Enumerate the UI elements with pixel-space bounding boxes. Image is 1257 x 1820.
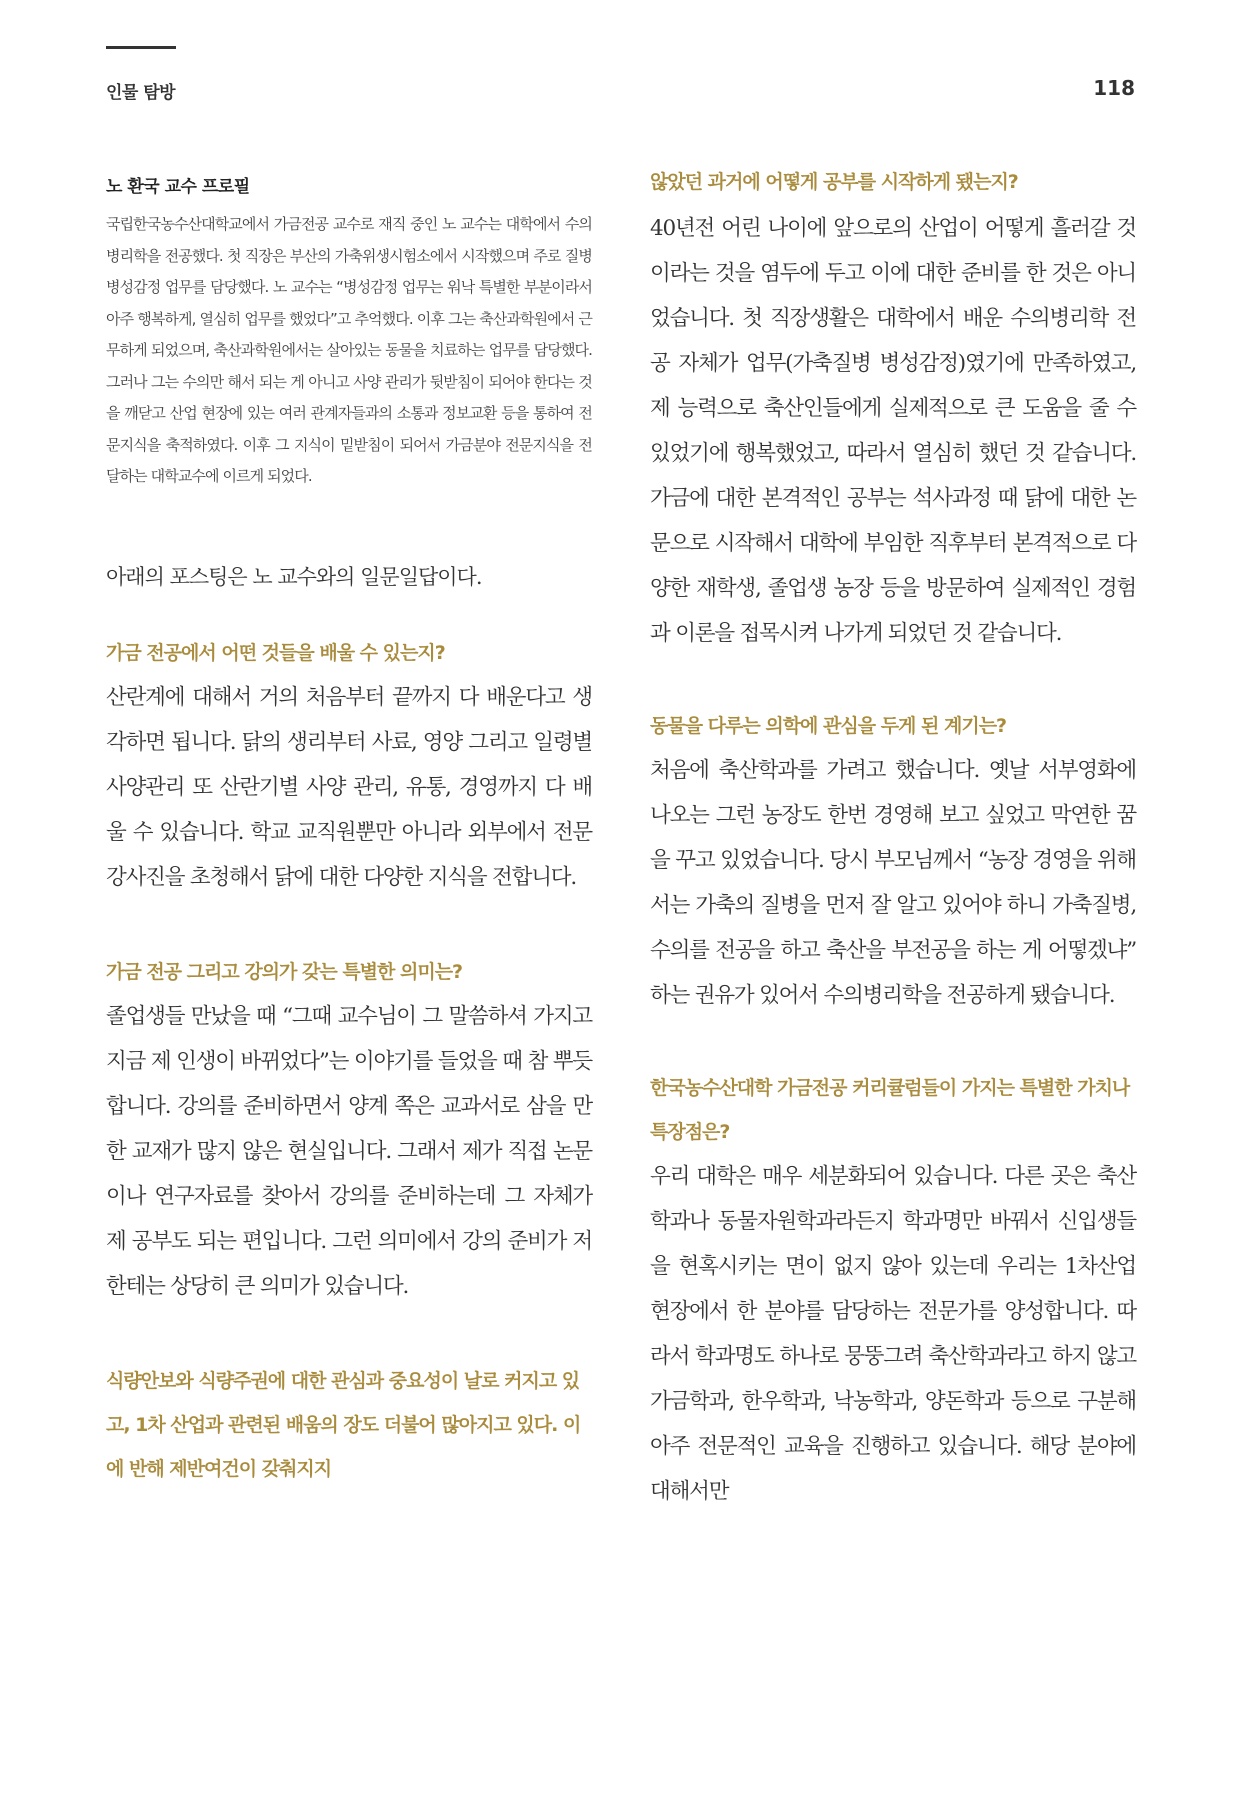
section-title: 인물 탐방 [106, 83, 176, 103]
question-heading-continued: 않았던 과거에 어떻게 공부를 시작하게 됐는지? [650, 171, 1018, 193]
answer-text: 40년전 어린 나이에 앞으로의 산업이 어떻게 흘러갈 것이라는 것을 염두에 두고 이에 대한 준비를 한 것은 아니었습니다. 첫 직장생활은 대학에서 배운 수의병리학 전공 자체가 업무(가축질병 병성감정)였기에 만족하였고, 제 능력으로 축산인들에게 실제적으로 큰 도움을 줄 수 있었기에 행복했었고, 따라서 열심히 했던 것 같습니다. 가금에 대한 본격적인 공부는 석사과정 때 닭에 대한 논문으로 시작해서 대학에 부임한 직후부터 본격적으로 다양한 재학생, 졸업생 농장 등을 방문하여 실제적인 경험과 이론을 접목시켜 나가게 되었던 것 같습니다. [650, 216, 1136, 646]
right-column [650, 160, 1136, 1514]
question-heading: 가금 전공 그리고 강의가 갖는 특별한 의미는? [106, 960, 463, 983]
answer-text: 졸업생들 만났을 때 “그때 교수님이 그 말씀하셔 가지고 지금 제 인생이 바뀌었다”는 이야기를 들었을 때 참 뿌듯합니다. 강의를 준비하면서 양계 쪽은 교과서로 삼을 만한 교재가 많지 않은 현실입니다. 그래서 제가 직접 논문이나 연구자료를 찾아서 강의를 준비하는데 그 자체가 제 공부도 되는 편입니다. 그런 의미에서 강의 준비가 저한테는 상당히 큰 의미가 있습니다. [106, 1003, 592, 1299]
question-heading: 가금 전공에서 어떤 것들을 배울 수 있는지? [106, 641, 445, 664]
header-rule [106, 46, 176, 49]
question-heading: 식량안보와 식량주권에 대한 관심과 중요성이 날로 커지고 있고, 1차 산업과 관련된 배움의 장도 더불어 많아지고 있다. 이에 반해 제반여건이 갖춰지지 [106, 1369, 581, 1480]
answer-text: 우리 대학은 매우 세분화되어 있습니다. 다른 곳은 축산학과나 동물자원학과라든지 학과명만 바꿔서 신입생들을 현혹시키는 면이 없지 않아 있는데 우리는 1차산업 현장에서 한 분야를 담당하는 전문가를 양성합니다. 따라서 학과명도 하나로 뭉뚱그려 축산학과라고 하지 않고 가금학과, 한우학과, 낙농학과, 양돈학과 등으로 구분해 아주 전문적인 교육을 진행하고 있습니다. 해당 분야에 대해서만 [650, 1164, 1136, 1504]
answer-text: 산란계에 대해서 거의 처음부터 끝까지 다 배운다고 생각하면 됩니다. 닭의 생리부터 사료, 영양 그리고 일령별 사양관리 또 산란기별 사양 관리, 유통, 경영까지 다 배울 수 있습니다. 학교 교직원뿐만 아니라 외부에서 전문강사진을 초청해서 닭에 대한 다양한 지식을 전합니다. [106, 684, 592, 890]
question-heading: 동물을 다루는 의학에 관심을 두게 된 계기는? [650, 715, 1007, 737]
left-column [106, 160, 592, 1491]
profile-body: 국립한국농수산대학교에서 가금전공 교수로 재직 중인 노 교수는 대학에서 수의병리학을 전공했다. 첫 직장은 부산의 가축위생시험소에서 시작했으며 주로 질병 병성감정 업무를 담당했다. 노 교수는 “병성감정 업무는 워낙 특별한 부분이라서 아주 행복하게, 열심히 업무를 했었다”고 추억했다. 이후 그는 축산과학원에서 근무하게 되었으며, 축산과학원에서는 살아있는 동물을 치료하는 업무를 담당했다. 그러나 그는 수의만 해서 되는 게 아니고 사양 관리가 뒷받침이 되어야 한다는 것을 깨닫고 산업 현장에 있는 여러 관계자들과의 소통과 정보교환 등을 통하여 전문지식을 축적하였다. 이후 그 지식이 밑받침이 되어서 가금분야 전문지식을 전달하는 대학교수에 이르게 되었다. [106, 215, 592, 485]
intro-text: 아래의 포스팅은 노 교수와의 일문일답이다. [106, 564, 482, 589]
page-number: 118 [1093, 76, 1135, 100]
answer-text: 처음에 축산학과를 가려고 했습니다. 옛날 서부영화에 나오는 그런 농장도 한번 경영해 보고 싶었고 막연한 꿈을 꾸고 있었습니다. 당시 부모님께서 “농장 경영을 위해서는 가축의 질병을 먼저 잘 알고 있어야 하니 가축질병, 수의를 전공을 하고 축산을 부전공을 하는 게 어떻겠냐” 하는 권유가 있어서 수의병리학을 전공하게 됐습니다. [650, 758, 1136, 1008]
question-heading: 한국농수산대학 가금전공 커리큘럼들이 가지는 특별한 가치나 특장점은? [650, 1077, 1130, 1143]
profile-title: 노 환국 교수 프로필 [106, 177, 250, 197]
